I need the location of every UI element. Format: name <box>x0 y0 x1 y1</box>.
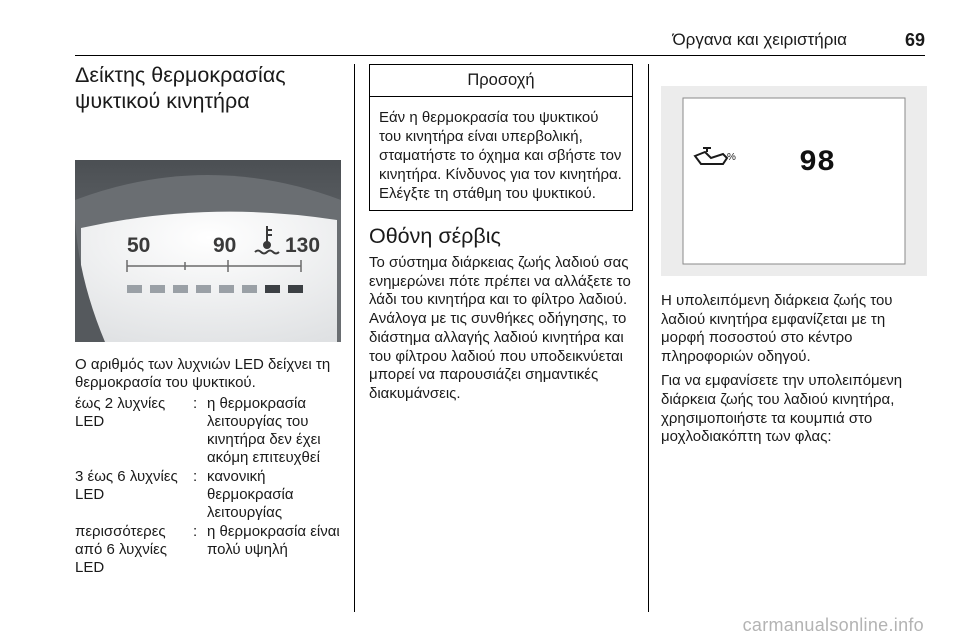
section-title: Όργανα και χειριστήρια <box>672 30 847 49</box>
scale-label-50: 50 <box>127 234 151 257</box>
cluster-caption: Ο αριθμός των λυχνιών LED δείχνει τη θερμοκρασία του ψυκτικού. <box>75 356 331 392</box>
column-3 <box>661 86 927 447</box>
scale-label-90: 90 <box>213 234 237 257</box>
coolant-gauge-heading: Δείκτης θερμοκρασίας ψυκτικού κινητήρα <box>75 63 286 113</box>
column-divider-2 <box>648 64 649 612</box>
page-header <box>75 30 925 54</box>
led-row-colon: : <box>193 394 198 412</box>
led-1 <box>127 285 142 293</box>
column-divider-1 <box>354 64 355 612</box>
led-row-value: κανονική θερμοκρασία λειτουργίας <box>207 467 294 522</box>
led-8 <box>288 285 303 293</box>
service-display-heading: Οθόνη σέρβις <box>369 224 501 248</box>
oil-life-value: 98 <box>799 146 836 180</box>
oil-life-display-illustration <box>661 86 927 276</box>
led-row-1 <box>75 395 345 468</box>
instrument-cluster-illustration <box>75 160 341 342</box>
led-row-2 <box>75 468 345 523</box>
oil-life-text-1: Η υπολειπόμενη διάρκεια ζωής του λαδιού κινητήρα εμφανίζεται με τη μορφή ποσοστού στο κέντρο πληροφοριών οδηγού. <box>661 292 893 365</box>
led-4 <box>196 285 211 293</box>
caution-body: Εάν η θερμοκρασία του ψυκτικού του κινητήρα είναι υπερβολική, σταματήστε το όχημα και σβήστε τον κινητήρα. Κίνδυνος για τον κινητήρα. Ελέγξτε τη στάθμη του ψυκτικού. <box>379 109 622 202</box>
led-row-colon: : <box>193 522 198 540</box>
oil-life-text-2: Για να εμφανίσετε την υπολειπόμενη διάρκεια ζωής του λαδιού κινητήρα, χρησιμοποιήστε τα κουμπιά στο μοχλοδιακόπτη των φλας: <box>661 372 903 446</box>
column-2 <box>369 64 633 404</box>
caution-title: Προσοχή <box>370 65 632 97</box>
caution-box <box>369 64 633 211</box>
led-row-3 <box>75 523 345 578</box>
led-2 <box>150 285 165 293</box>
led-row-key: έως 2 λυχνίες LED <box>75 394 166 430</box>
led-meaning-table <box>75 395 345 578</box>
led-row-colon: : <box>193 467 198 485</box>
scale-label-130: 130 <box>285 234 321 257</box>
watermark: carmanualsonline.info <box>742 615 924 635</box>
page-number: 69 <box>904 30 925 50</box>
led-row-value: η θερμοκρασία είναι πολύ υψηλή <box>207 522 340 558</box>
header-rule <box>75 55 925 56</box>
oil-life-percent-symbol: % <box>727 152 736 163</box>
led-row-value: η θερμοκρασία λειτουργίας του κινητήρα δεν έχει ακόμη επιτευχθεί <box>207 394 321 467</box>
led-7 <box>265 285 280 293</box>
led-3 <box>173 285 188 293</box>
led-6 <box>242 285 257 293</box>
led-row-key: περισσότερες από 6 λυχνίες LED <box>75 522 168 577</box>
led-row-key: 3 έως 6 λυχνίες LED <box>75 467 178 504</box>
column-1 <box>75 62 345 578</box>
led-5 <box>219 285 234 293</box>
service-display-body: Το σύστημα διάρκειας ζωής λαδιού σας ενημερώνει πότε πρέπει να αλλάξετε το λάδι του κινητήρα και το φίλτρο λαδιού. Ανάλογα με τις συνθήκες οδήγησης, το διάστημα αλλαγής λαδιού κινητήρα και του φίλτρου λαδιού που υποδεικνύεται μπορεί να παρουσιάζει σημαντικές διακυμάνσεις. <box>369 254 631 402</box>
